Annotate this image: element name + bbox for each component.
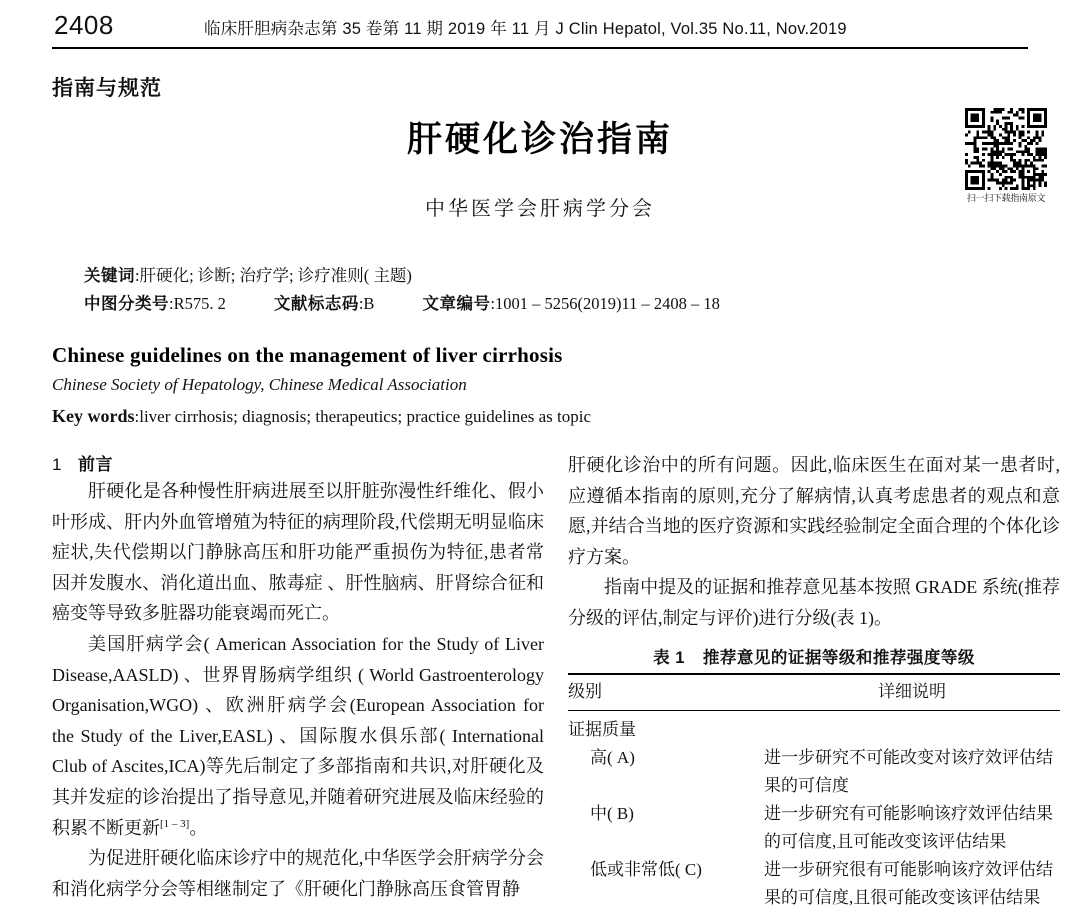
paragraph: 为促进肝硬化临床诊疗中的规范化,中华医学会肝病学分会和消化病学分会等相继制定了《肝硬化门静脉高压食管胃静 bbox=[52, 848, 544, 899]
evidence-grade-table bbox=[568, 673, 1060, 912]
keywords-value: :肝硬化; 诊断; 治疗学; 诊疗准则( 主题) bbox=[135, 266, 412, 285]
table-group-label: 证据质量 bbox=[568, 719, 636, 739]
paragraph: 指南中提及的证据和推荐意见基本按照 GRADE 系统(推荐分级的评估,制定与评价)进行分级(表 1)。 bbox=[568, 577, 1060, 628]
table-cell-description: 进一步研究有可能影响该疗效评估结果的可信度,且可能改变该评估结果 bbox=[764, 803, 1053, 851]
table-cell-description: 进一步研究不可能改变对该疗效评估结果的可信度 bbox=[764, 747, 1053, 795]
section-number: 1 bbox=[52, 455, 62, 474]
table-cell-level: 低或非常低( C) bbox=[590, 859, 702, 879]
article-id-label: 文章编号 bbox=[422, 295, 491, 313]
metadata-block bbox=[84, 262, 984, 318]
column-header-level: 级别 bbox=[568, 674, 764, 711]
author-affiliation: 中华医学会肝病学分会 bbox=[425, 198, 655, 220]
column-header-description: 详细说明 bbox=[764, 674, 1060, 711]
english-block bbox=[52, 340, 1028, 433]
table-header-row bbox=[568, 674, 1060, 711]
english-keywords bbox=[52, 400, 1028, 433]
left-column bbox=[52, 450, 544, 904]
qr-code-caption: 扫一扫下载指南原文 bbox=[966, 193, 1046, 203]
paragraph-tail: 。 bbox=[189, 817, 208, 838]
section-heading-introduction bbox=[52, 450, 544, 475]
table-caption bbox=[568, 644, 1060, 673]
page-number: 2408 bbox=[54, 10, 114, 40]
table-cell-level: 中( B) bbox=[590, 803, 634, 823]
paragraph: 肝硬化是各种慢性肝病进展至以肝脏弥漫性纤维化、假小叶形成、肝内外血管增殖为特征的病理阶段,代偿期无明显临床症状,失代偿期以门静脉高压和肝功能严重损伤为特征,患者常因并发腹水、消化道出血、脓毒症 、肝性脑病、肝肾综合征和癌变等导致多脏器功能衰竭而死亡。 bbox=[52, 481, 544, 624]
table-row bbox=[568, 800, 1060, 856]
right-column bbox=[568, 450, 1060, 912]
table-group-row bbox=[568, 710, 1060, 744]
running-head bbox=[54, 10, 1026, 44]
keywords-label: 关键词 bbox=[84, 267, 135, 285]
table-1-wrapper bbox=[568, 644, 1060, 912]
table-row bbox=[568, 744, 1060, 800]
paragraph: 肝硬化诊治中的所有问题。因此,临床医生在面对某一患者时,应遵循本指南的原则,充分了解病情,认真考虑患者的观点和意愿,并结合当地的医疗资源和实践经验制定全面合理的个体化诊疗方案。 bbox=[568, 455, 1060, 567]
document-code-value: :B bbox=[358, 294, 375, 313]
english-keywords-value: :liver cirrhosis; diagnosis; therapeutics; practice guidelines as topic bbox=[134, 407, 592, 426]
page-title: 肝硬化诊治指南 bbox=[406, 120, 673, 159]
english-title: Chinese guidelines on the management of liver cirrhosis bbox=[52, 343, 563, 367]
table-cell-description: 进一步研究很有可能影响该疗效评估结果的可信度,且很可能改变该评估结果 bbox=[764, 859, 1053, 907]
clc-label: 中图分类号 bbox=[84, 295, 169, 313]
header-rule bbox=[52, 47, 1028, 49]
section-title: 前言 bbox=[77, 455, 113, 474]
table-caption-text: 推荐意见的证据等级和推荐强度等级 bbox=[702, 648, 975, 667]
reference-marker[interactable]: [1 – 3] bbox=[160, 817, 190, 830]
keywords-row bbox=[84, 262, 984, 290]
table-cell-level: 高( A) bbox=[590, 747, 635, 767]
document-code-label: 文献标志码 bbox=[273, 295, 359, 313]
journal-citation-line: 临床肝胆病杂志第 35 卷第 11 期 2019 年 11 月 J Clin Hepatol, Vol.35 No.11, Nov.2019 bbox=[204, 20, 847, 38]
paragraph bbox=[52, 629, 544, 843]
section-kicker: 指南与规范 bbox=[52, 77, 162, 100]
article-id-value: :1001 – 5256(2019)11 – 2408 – 18 bbox=[490, 294, 720, 313]
english-keywords-label: Key words bbox=[52, 406, 135, 426]
table-row bbox=[568, 856, 1060, 912]
clc-value: :R575. 2 bbox=[169, 294, 226, 313]
english-affiliation: Chinese Society of Hepatology, Chinese Medical Association bbox=[52, 375, 467, 394]
identifiers-row bbox=[84, 290, 984, 318]
paragraph-text: 美国肝病学会( American Association for the Study of Liver Disease,AASLD) 、世界胃肠病学组织 ( World Gastroenterology Organisation,WGO) 、欧洲肝病学会(European Association for the Study of the Liver,EASL) 、国际腹水俱乐部( International Club of Ascites,ICA)等先后制定了多部指南和共识,对肝硬化及其并发症的诊治提出了指导意见,并随着研究进展及临床经验的积累不断更新 bbox=[52, 633, 544, 838]
table-number: 表 1 bbox=[653, 648, 685, 667]
